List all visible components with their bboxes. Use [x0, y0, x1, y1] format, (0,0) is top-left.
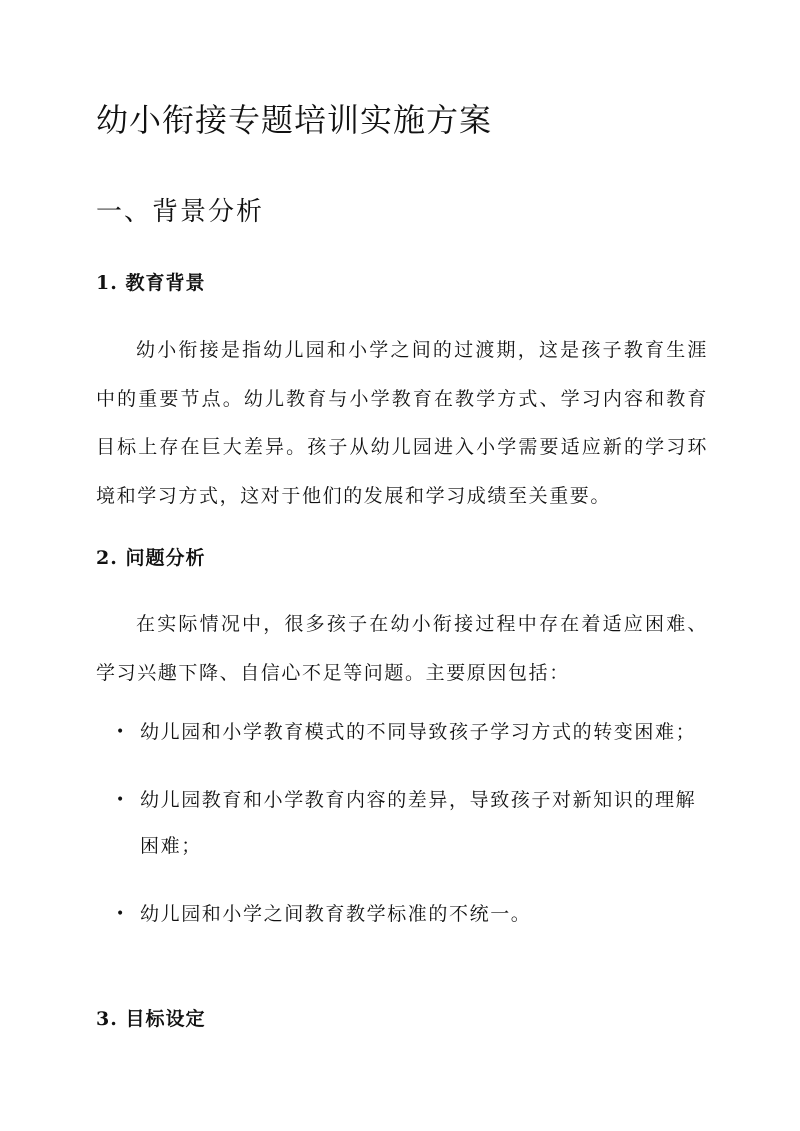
list-item-text: 幼儿园教育和小学教育内容的差异，导致孩子对新知识的理解困难； — [140, 789, 697, 857]
bullet-icon: • — [116, 906, 126, 922]
subheading-goal-setting: 3. 目标设定 — [96, 1008, 206, 1030]
paragraph-education-background: 幼小衔接是指幼儿园和小学之间的过渡期，这是孩子教育生涯中的重要节点。幼儿教育与小学教育在教学方式、学习内容和教育目标上存在巨大差异。孩子从幼儿园进入小学需要适应新的学习环境和学习方式，这对于他们的发展和学习成绩至关重要。 — [96, 339, 708, 507]
subheading-problem-analysis: 2. 问题分析 — [96, 547, 206, 569]
list-item — [96, 891, 708, 937]
list-item — [96, 709, 708, 755]
list-item — [96, 777, 708, 869]
list-item-text: 幼儿园和小学教育模式的不同导致孩子学习方式的转变困难； — [140, 721, 697, 743]
subheading-education-background: 1. 教育背景 — [96, 272, 206, 294]
document-title: 幼小衔接专题培训实施方案 — [96, 101, 493, 139]
bullet-icon: • — [116, 792, 126, 808]
problem-cause-list — [96, 709, 708, 959]
bullet-icon: • — [116, 724, 126, 740]
section-heading-background: 一、背景分析 — [96, 197, 265, 227]
list-item-text: 幼儿园和小学之间教育教学标准的不统一。 — [140, 903, 532, 925]
paragraph-problem-analysis: 在实际情况中，很多孩子在幼小衔接过程中存在着适应困难、学习兴趣下降、自信心不足等问题。主要原因包括： — [96, 613, 708, 684]
